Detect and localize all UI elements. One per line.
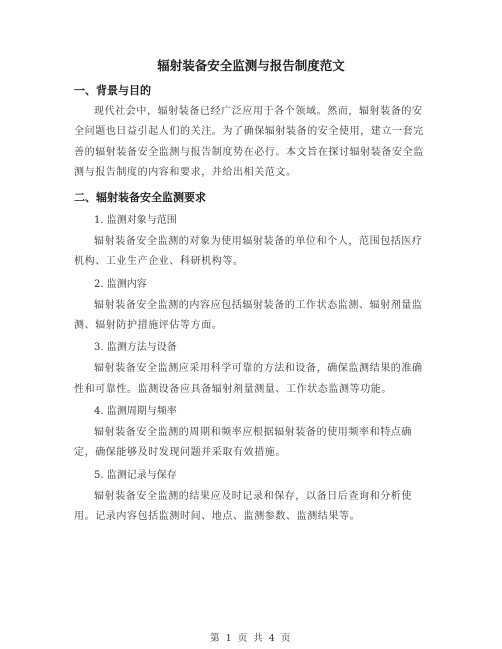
item-text-2: 辐射装备安全监测的内容应包括辐射装备的工作状态监测、辐射剂量监测、辐射防护措施评估等方面。: [74, 299, 423, 332]
item-heading-4: 4. 监测周期与频率: [94, 405, 177, 417]
item-text-3: 辐射装备安全监测应采用科学可靠的方法和设备，确保监测结果的准确性和可靠性。监测设备应具备辐射剂量测量、工作状态监测等功能。: [74, 363, 423, 395]
section-heading-requirements: 二、辐射装备安全监测要求: [74, 191, 206, 205]
item-heading-1: 1. 监测对象与范围: [94, 215, 177, 227]
item-text-1: 辐射装备安全监测的对象为使用辐射装备的单位和个人，范围包括医疗机构、工业生产企业、科研机构等。: [74, 236, 423, 268]
document-body: [74, 80, 430, 527]
section-paragraph-background: 现代社会中，辐射装备已经广泛应用于各个领域。然而，辐射装备的安全问题也日益引起人们的关注。为了确保辐射装备的安全使用，建立一套完善的辐射装备安全监测与报告制度势在必行。本文旨在探讨辐射装备安全监测与报告制度的内容和要求，并给出相关范文。: [74, 106, 424, 178]
item-heading-3: 3. 监测方法与设备: [94, 342, 177, 354]
item-heading-5: 5. 监测记录与保存: [94, 469, 177, 481]
page-number-footer: 第 1 页 共 4 页: [210, 633, 292, 644]
item-text-5: 辐射装备安全监测的结果应及时记录和保存，以备日后查询和分析使用。记录内容包括监测时间、地点、监测参数、监测结果等。: [74, 490, 412, 522]
item-heading-2: 2. 监测内容: [94, 278, 147, 290]
section-heading-background: 一、背景与目的: [74, 84, 151, 97]
item-text-4: 辐射装备安全监测的周期和频率应根据辐射装备的使用频率和特点确定，确保能够及时发现问题并采取有效措施。: [74, 426, 412, 459]
document-title: 辐射装备安全监测与报告制度范文: [157, 58, 345, 73]
